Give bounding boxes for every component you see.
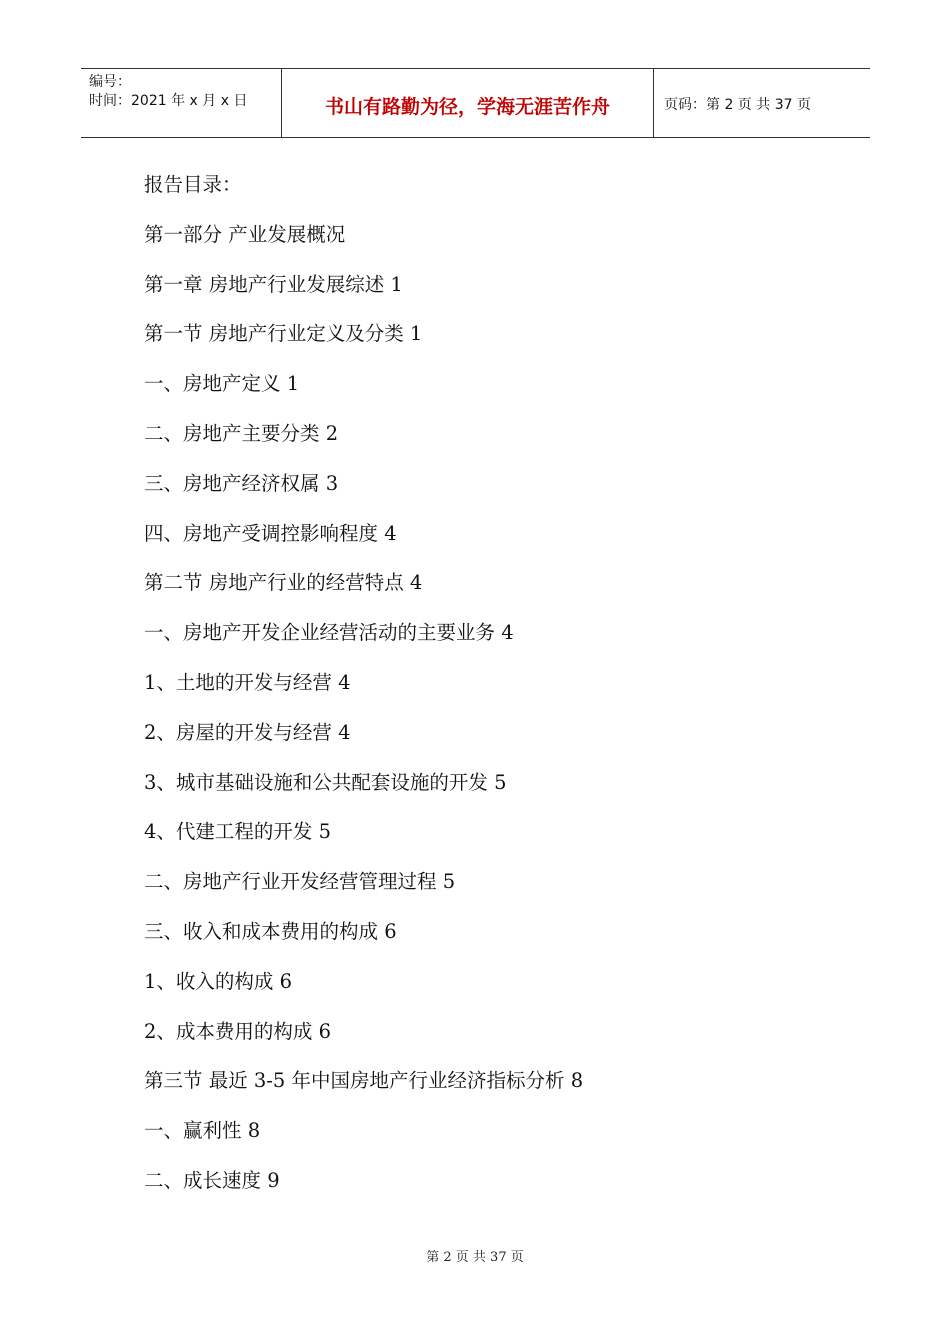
toc-item: 第三节 最近 3-5 年中国房地产行业经济指标分析 8 [144, 1069, 584, 1093]
header-motto: 书山有路勤为径，学海无涯苦作舟 [281, 69, 654, 137]
toc-item: 2、房屋的开发与经营 4 [144, 720, 351, 744]
toc-item: 二、房地产行业开发经营管理过程 5 [144, 870, 456, 894]
toc-item: 第一章 房地产行业发展综述 1 [144, 272, 403, 296]
toc-item: 3、城市基础设施和公共配套设施的开发 5 [144, 770, 507, 794]
toc-item: 第一部分 产业发展概况 [144, 222, 346, 246]
toc-item: 一、房地产开发企业经营活动的主要业务 4 [144, 621, 514, 645]
toc-item: 一、房地产定义 1 [144, 372, 300, 396]
toc-item: 二、成长速度 9 [144, 1168, 280, 1192]
table-of-contents [144, 167, 583, 1213]
toc-item: 二、房地产主要分类 2 [144, 421, 339, 445]
header-page-info: 页码：第 2 页 共 37 页 [664, 97, 811, 113]
header-meta [81, 69, 281, 137]
toc-item: 第一节 房地产行业定义及分类 1 [144, 322, 423, 346]
document-date: 时间：2021 年 x 月 x 日 [89, 93, 248, 109]
document-number-label: 编号： [89, 74, 131, 90]
toc-item: 三、收入和成本费用的构成 6 [144, 919, 397, 943]
toc-item: 四、房地产受调控影响程度 4 [144, 521, 397, 545]
toc-heading: 报告目录： [144, 173, 242, 196]
toc-item: 第二节 房地产行业的经营特点 4 [144, 571, 423, 595]
page-header [81, 68, 870, 138]
toc-item: 2、成本费用的构成 6 [144, 1019, 332, 1043]
page-footer: 第 2 页 共 37 页 [426, 1250, 524, 1265]
toc-item: 1、土地的开发与经营 4 [144, 670, 351, 694]
toc-item: 三、房地产经济权属 3 [144, 471, 339, 495]
toc-item: 一、赢利性 8 [144, 1119, 261, 1143]
toc-item: 1、收入的构成 6 [144, 969, 293, 993]
toc-item: 4、代建工程的开发 5 [144, 820, 332, 844]
